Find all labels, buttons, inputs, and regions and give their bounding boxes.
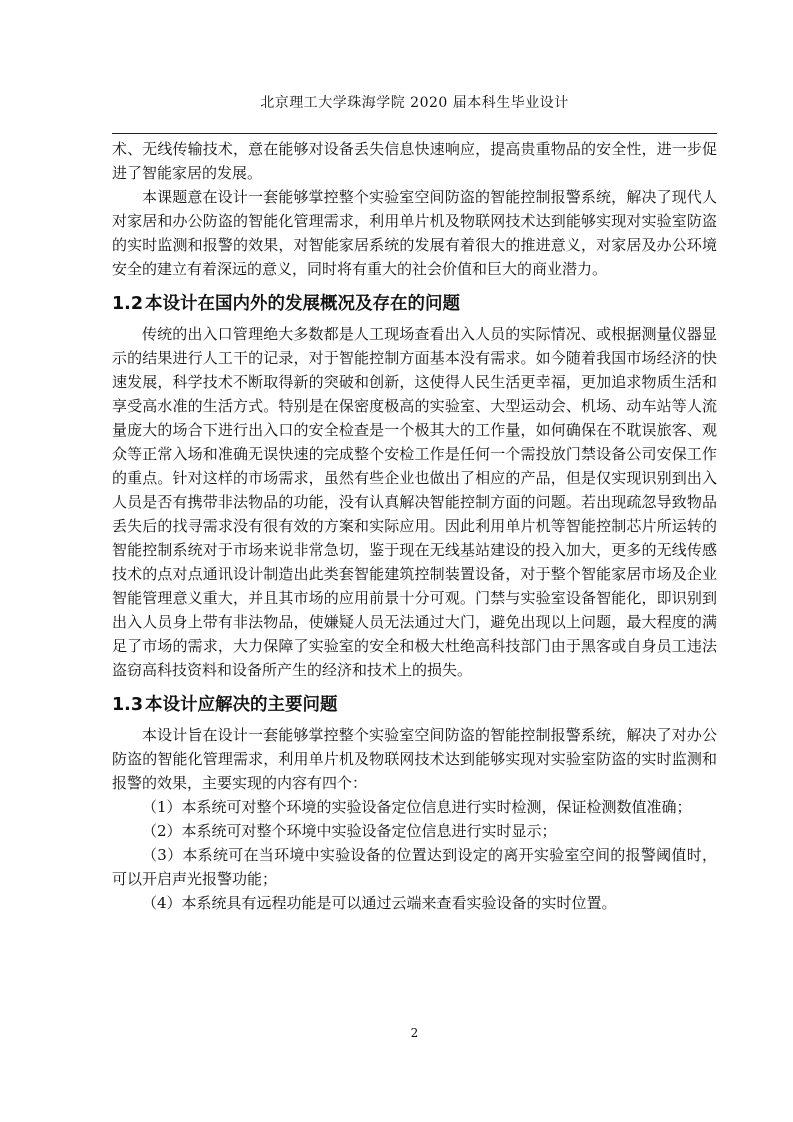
section-1-2-paragraph: 传统的出入口管理绝大多数都是人工现场查看出入人员的实际情况、或根据测量仪器显示的结果进行人工干的记录，对于智能控制方面基本没有需求。如今随着我国市场经济的快速发展，科学技术不断取得新的突破和创新，这使得人民生活更幸福，更加追求物质生活和享受高水准的生活方式。特别是在保密度极高的实验室、大型运动会、机场、动车站等人流量庞大的场合下进行出入口的安全检查是一个极其大的工作量，如何确保在不耽误旅客、观众等正常入场和准确无误快速的完成整个安检工作是任何一个需投放门禁设备公司安保工作的重点。针对这样的市场需求，虽然有些企业也做出了相应的产品，但是仅实现识别到出入人员是否有携带非法物品的功能，没有认真解决智能控制方面的问题。若出现疏忽导致物品丢失后的找寻需求没有很有效的方案和实际应用。因此利用单片机等智能控制芯片所运转的智能控制系统对于市场来说非常急切，鉴于现在无线基站建设的投入加大，更多的无线传感技术的点对点通讯设计制造出此类套智能建筑控制装置设备，对于整个智能家居市场及企业智能管理意义重大，并且其市场的应用前景十分可观。门禁与实验室设备智能化，即识别到出入人员身上带有非法物品，使嫌疑人员无法通过大门，避免出现以上问题，最大程度的满足了市场的需求，大力保障了实验室的安全和极大杜绝高科技部门由于黑客或自身员工违法盗窃高科技资料和设备所产生的经济和技术上的损失。 bbox=[112, 325, 717, 679]
section-title: 本设计应解决的主要问题 bbox=[145, 695, 338, 715]
section-number: 1.2 bbox=[112, 294, 144, 314]
section-1-3-paragraph: 本设计旨在设计一套能够掌控整个实验室空间防盗的智能控制报警系统，解决了对办公防盗的智能化管理需求，利用单片机及物联网技术达到能够实现对实验室防盗的实时监测和报警的效果，主要实现的内容有四个： bbox=[112, 726, 717, 792]
list-item: （3）本系统可在当环境中实验设备的位置达到设定的离开实验室空间的报警阈值时，可以开启声光报警功能； bbox=[112, 846, 717, 888]
list-item: （4）本系统具有远程功能是可以通过云端来查看实验设备的实时位置。 bbox=[142, 894, 617, 912]
section-number: 1.3 bbox=[112, 695, 144, 715]
section-heading-1-2 bbox=[112, 290, 717, 318]
intro-paragraph: 本课题意在设计一套能够掌控整个实验室空间防盗的智能控制报警系统，解决了现代人对家居和办公防盗的智能化管理需求，利用单片机及物联网技术达到能够实现对实验室防盗的实时监测和报警的效果，对智能家居系统的发展有着很大的推进意义，对家居及办公环境安全的建立有着深远的意义，同时将有重大的社会价值和巨大的商业潜力。 bbox=[112, 188, 717, 278]
list-item: （2）本系统可对整个环境中实验设备定位信息进行实时显示； bbox=[142, 822, 557, 840]
intro-paragraph-continued: 术、无线传输技术，意在能够对设备丢失信息快速响应，提高贵重物品的安全性，进一步促进了智能家居的发展。 bbox=[112, 140, 717, 182]
section-title: 本设计在国内外的发展概况及存在的问题 bbox=[145, 294, 461, 314]
section-heading-1-3 bbox=[112, 691, 717, 719]
list-item: （1）本系统可对整个环境的实验设备定位信息进行实时检测，保证检测数值准确； bbox=[142, 798, 692, 816]
page-body bbox=[112, 137, 717, 915]
page-header: 北京理工大学珠海学院 2020 届本科生毕业设计 bbox=[260, 95, 569, 111]
page-number: 2 bbox=[410, 1026, 419, 1040]
header-divider bbox=[112, 133, 717, 134]
